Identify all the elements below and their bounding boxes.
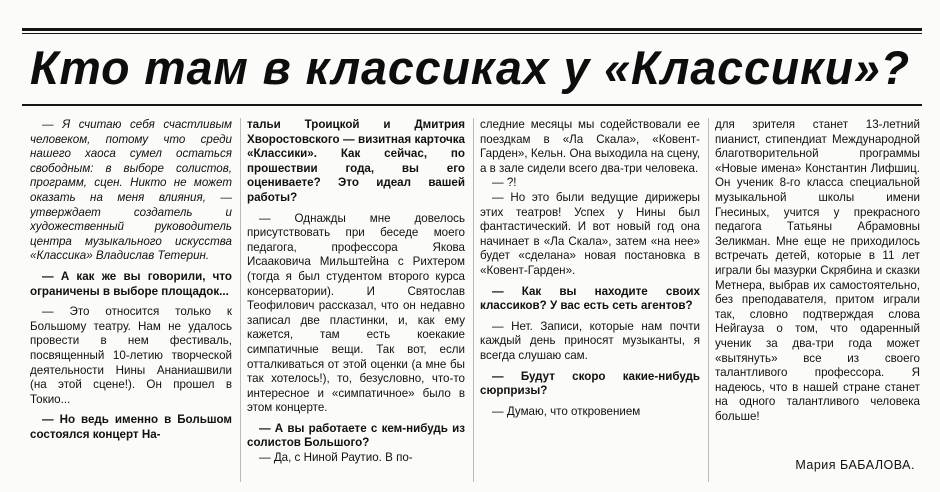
article-column-2 [247, 118, 465, 488]
answer-paragraph: для зрителя станет 13-летний пианист, стипендиат Международной благотворительной программы «Новые имена» Константин Лифшиц. Он ученик 8-го класса специальной музыкальной школы имени Гнесиных, учится у прекрасного педагога Татьяны Абрамовны Зеликман. Мне еще не приходилось встречать детей, которые в 11 лет играли бы мазурки Скрябина и сказки Метнера, выбрав их самостоятельно, без преподавателя, притом играли так, словно подтверждая слова Нейгауза о том, что одаренный ученик за два-три года может «вытянуть» все из своего талантливого профессора. Я надеюсь, что в нашей стране станет на одного талантливого человека больше! [715, 118, 920, 423]
author-signature: Мария БАБАЛОВА. [795, 458, 915, 472]
answer-paragraph: — Но это были ведущие дирижеры этих театров! Успех у Нины был фантастический. И вот новый год она начинает в «Ла Скала», затем «на нее» будет «сделана» новая постановка в «Ковент-Гарден». [480, 190, 700, 277]
column-divider [240, 118, 241, 482]
interjection: — ?! [492, 176, 517, 190]
lead-paragraph: — Я считаю себя счастливым человеком, потому что среди нашего хаоса сумел остаться свободным: в выборе солистов, программ, сцен. Никто не может оказать на меня влияния, — утверждает создатель и художественный руководитель центра музыкального искусства «Классика» Владислав Тетерин. [30, 118, 232, 263]
answer-paragraph: — Это относится только к Большому театру. Нам не удалось провести в нем фестиваль, посвященный 10-летию творческой деятельности Нины Ананиашвили (на этой сцене!). Он прошел в Токио... [30, 305, 232, 406]
question-paragraph: — Но ведь именно в Большом состоялся концерт На- [30, 413, 232, 441]
answer-paragraph: — Нет. Записи, которые нам почти каждый день приносят музыканты, я всегда слушаю сам. [480, 319, 700, 362]
article-column-3 [480, 118, 700, 488]
question-paragraph: тальи Троицкой и Дмитрия Хворостовского — визитная карточка «Классики». Как сейчас, по прошествии года, вы его оцениваете? Это идеал вашей работы? [247, 118, 465, 204]
article-column-1 [30, 118, 232, 488]
article-headline: Кто там в классиках у «Классики»? [30, 41, 911, 94]
answer-paragraph: — Думаю, что откровением [492, 404, 641, 418]
answer-paragraph: следние месяцы мы содействовали ее поездкам в «Ла Скала», «Ковент-Гарден», Кельн. Она выходила на сцену, а в зале сидели всего два-три человека. [480, 118, 700, 175]
column-divider [708, 118, 709, 482]
question-paragraph: — А как же вы говорили, что ограничены в выборе площадок... [30, 269, 232, 298]
top-rule-thin [22, 33, 922, 34]
question-paragraph: — Будут скоро какие-нибудь сюрпризы? [480, 369, 700, 398]
headline-underline [22, 104, 922, 106]
article-column-4 [715, 118, 920, 448]
question-paragraph: — Как вы находите своих классиков? У вас есть сеть агентов? [480, 284, 700, 313]
answer-paragraph: — Однажды мне довелось присутствовать при беседе моего педагога, профессора Якова Исааковича Мильштейна с Рихтером (тогда я был студентом второго курса консерватории). И Святослав Теофилович рассказал, что он недавно записал две пластинки, и, как ему кажется, там есть коекакие симпатичные вещи. Так вот, если отталкиваться от этой оценки (а мне бы так хотелось!), то, безусловно, что-то интересное и «симпатичное» было в этом концерте. [247, 211, 465, 415]
question-paragraph: — А вы работаете с кем-нибудь из солистов Большого? [247, 421, 465, 450]
column-divider [473, 118, 474, 482]
answer-paragraph: — Да, с Ниной Раутио. В по- [259, 451, 413, 465]
top-rule [22, 28, 922, 31]
